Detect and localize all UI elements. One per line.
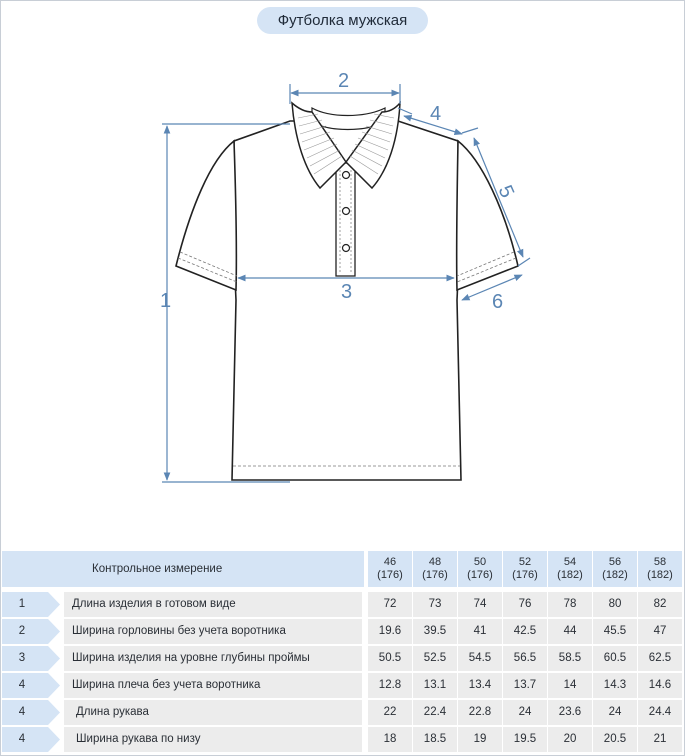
table-cell: 50.5	[368, 646, 412, 671]
size-height: (182)	[602, 569, 628, 581]
table-cell: 72	[368, 592, 412, 617]
table-cell: 22.4	[413, 700, 457, 725]
left-sleeve	[176, 141, 236, 290]
row-label: Ширина рукава по низу	[64, 727, 362, 752]
size-value: 54	[563, 556, 577, 568]
table-cell: 78	[548, 592, 592, 617]
row-number: 4	[18, 706, 26, 718]
size-height: (176)	[377, 569, 403, 581]
table-cell: 14.3	[593, 673, 637, 698]
polo-shirt-drawing	[0, 40, 685, 540]
table-cell: 80	[593, 592, 637, 617]
right-sleeve	[457, 141, 518, 290]
size-height: (182)	[557, 569, 583, 581]
table-cell: 21	[638, 727, 682, 752]
table-cell: 47	[638, 619, 682, 644]
size-value: 58	[653, 556, 667, 568]
table-cell: 41	[458, 619, 502, 644]
row-label: Ширина плеча без учета воротника	[64, 673, 362, 698]
row-number: 3	[18, 652, 26, 664]
row-number-badge	[2, 673, 60, 698]
row-number: 4	[18, 679, 26, 691]
table-cell: 74	[458, 592, 502, 617]
table-cell: 24.4	[638, 700, 682, 725]
table-cell: 13.7	[503, 673, 547, 698]
table-cell: 14.6	[638, 673, 682, 698]
size-value: 50	[473, 556, 487, 568]
table-cell: 62.5	[638, 646, 682, 671]
label-5: 5	[493, 182, 519, 202]
table-cell: 24	[593, 700, 637, 725]
table-cell: 82	[638, 592, 682, 617]
size-height: (176)	[422, 569, 448, 581]
table-cell: 20.5	[593, 727, 637, 752]
table-cell: 73	[413, 592, 457, 617]
table-cell: 22.8	[458, 700, 502, 725]
label-6: 6	[492, 291, 504, 313]
table-cell: 18.5	[413, 727, 457, 752]
polo-shirt-diagram	[0, 40, 685, 540]
table-cell: 76	[503, 592, 547, 617]
table-cell: 56.5	[503, 646, 547, 671]
size-value: 48	[428, 556, 442, 568]
size-header	[593, 551, 637, 587]
row-number-badge	[2, 646, 60, 671]
row-label: Ширина изделия на уровне глубины проймы	[64, 646, 362, 671]
row-number-badge	[2, 700, 60, 725]
label-4: 4	[430, 103, 442, 125]
row-number: 1	[18, 598, 26, 610]
size-header	[458, 551, 502, 587]
size-height: (182)	[647, 569, 673, 581]
table-row	[0, 727, 685, 752]
size-header	[548, 551, 592, 587]
table-header-label: Контрольное измерение	[2, 551, 364, 587]
size-header	[503, 551, 547, 587]
table-cell: 19	[458, 727, 502, 752]
size-height: (176)	[467, 569, 493, 581]
page-title: Футболка мужская	[257, 7, 428, 34]
size-value: 52	[518, 556, 532, 568]
label-1: 1	[160, 290, 172, 312]
table-cell: 12.8	[368, 673, 412, 698]
table-cell: 19.6	[368, 619, 412, 644]
size-value: 56	[608, 556, 622, 568]
table-row	[0, 592, 685, 617]
table-cell: 24	[503, 700, 547, 725]
size-header	[413, 551, 457, 587]
row-number-badge	[2, 592, 60, 617]
row-number-badge	[2, 619, 60, 644]
table-cell: 23.6	[548, 700, 592, 725]
table-cell: 54.5	[458, 646, 502, 671]
row-label: Длина изделия в готовом виде	[64, 592, 362, 617]
size-height: (176)	[512, 569, 538, 581]
size-value: 46	[383, 556, 397, 568]
table-cell: 19.5	[503, 727, 547, 752]
table-row	[0, 619, 685, 644]
table-cell: 14	[548, 673, 592, 698]
label-3: 3	[341, 281, 353, 303]
row-label: Длина рукава	[64, 700, 362, 725]
table-cell: 18	[368, 727, 412, 752]
placket	[336, 163, 355, 276]
size-header	[638, 551, 682, 587]
table-cell: 44	[548, 619, 592, 644]
table-cell: 45.5	[593, 619, 637, 644]
row-number-badge	[2, 727, 60, 752]
table-cell: 42.5	[503, 619, 547, 644]
label-2: 2	[338, 70, 350, 92]
table-row	[0, 673, 685, 698]
table-cell: 20	[548, 727, 592, 752]
row-number: 4	[18, 733, 26, 745]
table-row	[0, 646, 685, 671]
table-cell: 39.5	[413, 619, 457, 644]
table-cell: 60.5	[593, 646, 637, 671]
table-cell: 22	[368, 700, 412, 725]
table-cell: 58.5	[548, 646, 592, 671]
row-label: Ширина горловины без учета воротника	[64, 619, 362, 644]
table-cell: 52.5	[413, 646, 457, 671]
table-cell: 13.4	[458, 673, 502, 698]
table-row	[0, 700, 685, 725]
table-cell: 13.1	[413, 673, 457, 698]
row-number: 2	[18, 625, 26, 637]
size-header	[368, 551, 412, 587]
